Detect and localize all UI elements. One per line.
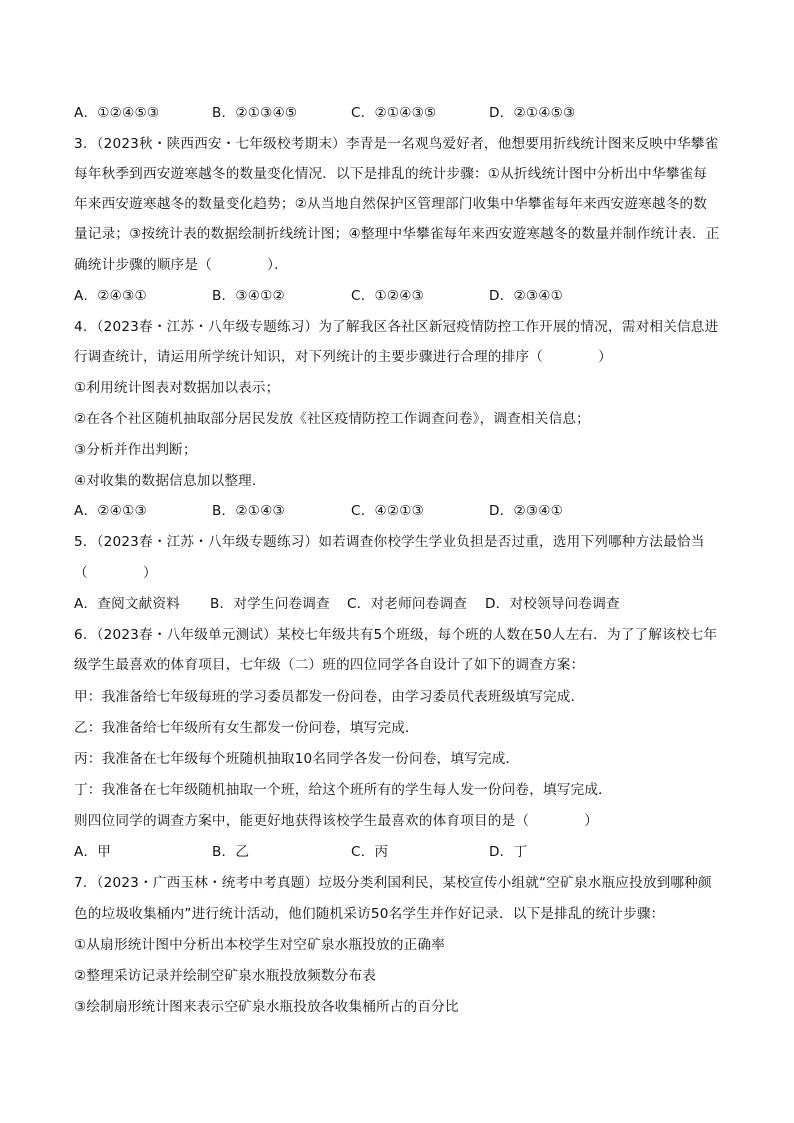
q7-step-3: ③绘制扇形统计图来表示空矿泉水瓶投放各收集桶所占的百分比	[74, 999, 459, 1015]
q3-text-line: 量记录；③按统计表的数据绘制折线统计图；④整理中华攀雀每年来西安遊寒越冬的数量并制作统计表．正	[74, 226, 720, 242]
q4-step-2: ②在各个社区随机抽取部分居民发放《社区疫情防控工作调查问卷》，调查相关信息；	[74, 411, 590, 427]
q3-option-b[interactable]: B．③④①②	[212, 288, 285, 304]
q4-step-4: ④对收集的数据信息加以整理．	[74, 473, 266, 489]
q7-text-line: 7．（2023・广西玉林・统考中考真题）垃圾分类利国利民，某校宣传小组就“空矿泉水瓶应投放到哪种颜	[74, 875, 712, 891]
q6-text-line: 级学生最喜欢的体育项目，七年级（二）班的四位同学各自设计了如下的调查方案：	[74, 657, 585, 673]
q6-plan-ding: 丁：我准备在七年级随机抽取一个班，给这个班所有的学生每人发一份问卷，填写完成．	[74, 782, 612, 798]
q6-option-b[interactable]: B．乙	[212, 844, 250, 860]
q4-step-3: ③分析并作出判断；	[74, 442, 197, 458]
q7-step-2: ②整理采访记录并绘制空矿泉水瓶投放频数分布表	[74, 968, 377, 984]
q4-options	[74, 502, 724, 520]
q6-plan-jia: 甲：我准备给七年级每班的学习委员都发一份问卷，由学习委员代表班级填写完成．	[74, 689, 585, 705]
q3-option-d[interactable]: D．②③④①	[489, 288, 564, 304]
q3-options	[74, 287, 724, 305]
q6-question: 则四位同学的调查方案中，能更好地获得该校学生最喜欢的体育项目的是（ ）	[74, 813, 599, 829]
q4-text-line: 行调查统计，请运用所学统计知识，对下列统计的主要步骤进行合理的排序（ ）	[74, 349, 612, 365]
q5-option-a[interactable]: A．查阅文献资料	[74, 596, 181, 612]
q4-step-1: ①利用统计图表对数据加以表示；	[74, 380, 280, 396]
q6-option-c[interactable]: C．丙	[351, 844, 389, 860]
q6-option-d[interactable]: D．丁	[489, 844, 528, 860]
q5-options	[74, 595, 724, 613]
q3-option-c[interactable]: C．①②④③	[351, 288, 425, 304]
q4-option-a[interactable]: A．②④①③	[74, 503, 147, 519]
q6-options	[74, 843, 724, 861]
q7-step-1: ①从扇形统计图中分析出本校学生对空矿泉水瓶投放的正确率	[74, 937, 446, 953]
q7-text-line: 色的垃圾收集桶内”进行统计活动，他们随机采访50名学生并作好记录．以下是排乱的统计步骤：	[74, 906, 665, 922]
q5-option-d[interactable]: D．对校领导问卷调查	[485, 596, 620, 612]
q2-option-c[interactable]: C．②①④③⑤	[351, 105, 437, 121]
q5-answer-blank: （ ）	[74, 565, 157, 581]
q3-text-line: 年来西安遊寒越冬的数量变化趋势；②从当地自然保护区管理部门收集中华攀雀每年来西安遊寒越冬的数	[74, 196, 708, 212]
q5-text-line: 5．（2023春・江苏・八年级专题练习）如若调查你校学生学业负担是否过重，选用下列哪种方法最恰当	[74, 534, 705, 550]
q6-plan-bing: 丙：我准备在七年级每个班随机抽取10名同学各发一份问卷，填写完成．	[74, 751, 520, 767]
q4-option-d[interactable]: D．②③④①	[489, 503, 564, 519]
q4-text-line: 4．（2023春・江苏・八年级专题练习）为了解我区各社区新冠疫情防控工作开展的情况，需对相关信息进	[74, 319, 719, 335]
q2-option-d[interactable]: D．②①④⑤③	[489, 105, 576, 121]
q3-text-line: 3．（2023秋・陕西西安・七年级校考期末）李青是一名观鸟爱好者，他想要用折线统计图来反映中华攀雀	[74, 136, 719, 152]
q6-text-line: 6．（2023春・八年级单元测试）某校七年级共有5个班级，每个班的人数在50人左右．为了了解该校七年	[74, 627, 718, 643]
q2-option-a[interactable]: A．①②④⑤③	[74, 105, 160, 121]
q5-option-b[interactable]: B．对学生问卷调查	[210, 596, 330, 612]
q6-plan-yi: 乙：我准备给七年级所有女生都发一份问卷，填写完成．	[74, 720, 419, 736]
q3-text-line: 每年秋季到西安遊寒越冬的数量变化情况．以下是排乱的统计步骤：①从折线统计图中分析出中华攀雀每	[74, 166, 708, 182]
q5-option-c[interactable]: C．对老师问卷调查	[347, 596, 468, 612]
q4-option-b[interactable]: B．②①④③	[212, 503, 285, 519]
q3-text-line: 确统计步骤的顺序是（ ）．	[74, 257, 288, 273]
q2-option-b[interactable]: B．②①③④⑤	[212, 105, 298, 121]
q3-option-a[interactable]: A．②④③①	[74, 288, 147, 304]
q6-option-a[interactable]: A．甲	[74, 844, 112, 860]
q2-options	[74, 104, 724, 122]
q4-option-c[interactable]: C．④②①③	[351, 503, 425, 519]
